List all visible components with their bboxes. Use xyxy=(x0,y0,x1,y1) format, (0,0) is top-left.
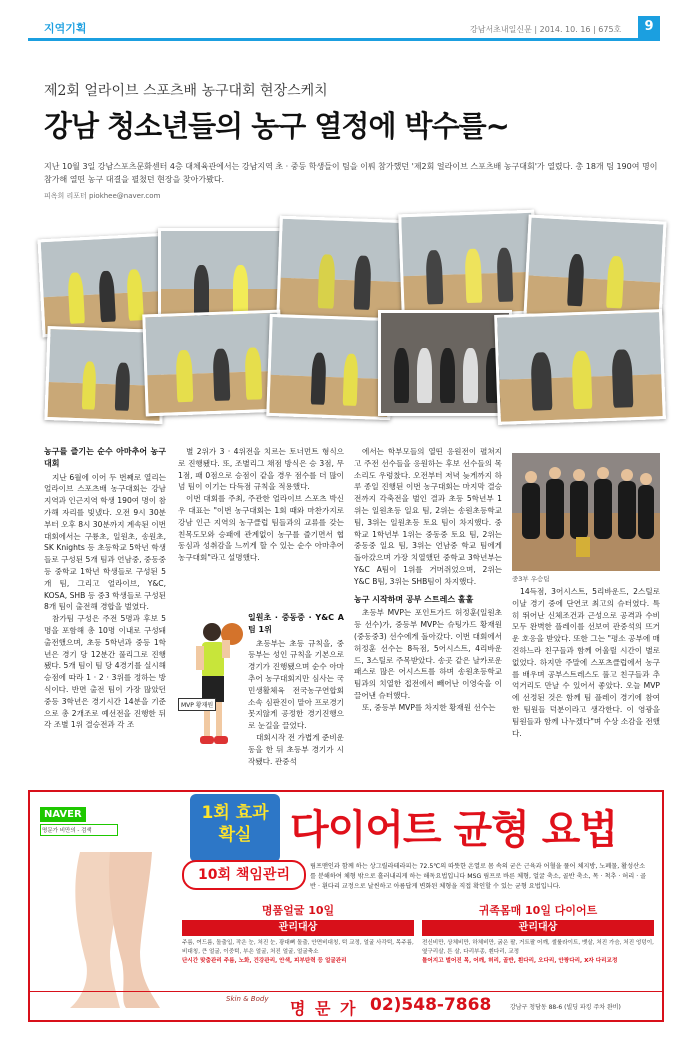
publication-info: 강남서초내일신문 | 2014. 10. 16 | 675호 xyxy=(470,25,622,34)
box-heading: 귀족몸매 10일 다이어트 xyxy=(478,904,598,917)
article-column-2 xyxy=(178,446,344,564)
game-photo xyxy=(142,310,283,417)
box-text xyxy=(422,939,654,966)
box-highlight: 단시간 맞춤관리 주름, 노화, 건강관리, 안색, 피부탄력 등 얼굴관리 xyxy=(182,958,347,964)
game-photo xyxy=(266,314,393,420)
article-lead: 지난 10월 3일 강남스포츠문화센터 4층 대체육관에서는 강남지역 초 · 중등 학생들이 팀을 이뤄 참가했던 '제2회 얼라이브 스포츠배 농구대회'가 열렸다. 총 18개 팀 190여 명이 참가해 열띤 농구 대결을 펼쳤던 현장을 찾아가봤다. xyxy=(44,162,658,184)
section-subhead: 일원초 · 중동중 · Y&C A팀 1위 xyxy=(248,613,344,634)
game-photo xyxy=(276,216,414,325)
game-photo xyxy=(494,309,666,425)
advertisement xyxy=(28,790,664,1022)
article-byline: 피옥희 리포터 piokhee@naver.com xyxy=(44,192,161,200)
box-bar: 관리대상 xyxy=(182,920,414,936)
game-photo xyxy=(398,210,538,319)
article-column-4 xyxy=(512,586,660,739)
article-headline: 강남 청소년들의 농구 열정에 박수를~ xyxy=(44,109,509,143)
brand-name: 명 문 가 xyxy=(290,999,358,1018)
paragraph: 대회시작 전 가볍게 준비운동을 한 뒤 초등부 경기가 시작됐다. 관중석 xyxy=(248,732,344,766)
naver-logo xyxy=(40,802,118,836)
photo-label: MVP 황재원 xyxy=(178,698,216,711)
mvp-player-photo xyxy=(178,612,248,752)
paragraph: 또, 중등부 MVP를 차지한 황재원 선수는 xyxy=(362,702,496,712)
paragraph: 초등부 MVP는 포인트가드 허정훈(일원초등 선수)가, 중등부 MVP는 슈팅가드 황재원(중동중3) 선수에게 돌아갔다. 이번 대회에서 허정훈 선수는 8득점, 5어시스트, 4리바운드, 3스틸로 주목받았다. 송곳 같은 날카로운 패스로 많은 어시스트를 하며 송원초등학교 팀과의 치열한 접전에서 빼어난 이영숙을 이끌어낸 슈터했다. xyxy=(354,608,502,700)
photo-caption: 중3부 우승팀 xyxy=(512,575,550,583)
paragraph: 초등부는 초등 규칙을, 중등부는 성인 규칙을 기본으로 경기가 진행됐으며 순수 아마추어 농구대회지만 심사는 국민생활체육 전국농구연합회 소속 심판진이 맡아 프로경기 못지않게 공정한 경기진행으로 눈길을 끌었다. xyxy=(248,638,344,731)
paragraph: 지난 6월에 이어 두 번째로 열리는 얼라이브 스포츠배 농구대회는 강남지역과 인근지역 학생 190여 명이 참가해 자리를 빛냈다. 오전 9시 30분부터 오후 8시 30분까지 계속된 이번 대회에서는 구룡초, 일원초, 송원초, SK Knights 등 초등학교 5학년 학생들로 구성된 5개 팀과 언남중, 중동중 등 중학교 1학년 학생들로 구성된 5개 팀, 그리고 얼라이브, Y&C, KOSA, SHB 등 중3 학생들로 구성된 8개 팀이 출전해 경합을 벌였다. xyxy=(44,472,167,612)
article-column-3 xyxy=(354,446,502,714)
header-rule xyxy=(28,38,660,41)
address: 강남구 청담동 88-6 (빌딩 파킹 주차 완비) xyxy=(510,1004,621,1011)
paragraph: 이번 대회를 주최, 주관한 얼라이브 스포츠 박신우 대표는 "이번 농구대회는 1회 때와 마찬가지로 강남 인근 지역의 농구클럽 팀들과의 교류를 갖는 친목도모와 승패에 관계없이 농구를 즐기면서 협동심과 성취감을 느끼게 할 수 있는 순수 아마추어 농구대회"라고 설명했다. xyxy=(178,494,344,563)
section-subhead: 농구 시작하며 공부 스트레스 훌훌 xyxy=(354,594,474,604)
ad-description: 림프맨인과 함께 하는 상그릴라테라피는 72.5℃의 따뜻한 온열로 몸 속의 굳은 근육과 어혈을 풀어 체지방, 노폐물, 활성산소를 분해하여 체형 밖으로 흘러내리게 하는 해독요법입니다 MSG 림프로 바른 체형, 얼굴 축소, 골반 축소, 목 · 척추 · 허리 · 골반 · 휜다리 교정으로 날씬하고 아름답게 변화된 체형을 직접 확인할 수 있는 균형 요법입니다. xyxy=(310,863,647,890)
paragraph: 14득점, 3어시스트, 5리바운드, 2스틸로 이날 경기 중에 단연코 최고의 슈터였다. 특히 뛰어난 신체조건과 근성으로 공격과 수비 모두 완벽한 플레이를 선보여 관중석의 뜨거운 호응을 받았다. 또한 그는 "평소 공부에 매진하느라 친구들과 함께 어울릴 시간이 별로 없었다. 하지만 주말에 스포츠클럽에서 농구를 배우며 공부스트레스도 풀고 친구들과 추억거리도 만날 수 있어서 좋았다. 오늘 MVP에 선정된 것은 함께 팀 플레이 경기에 참여한 팀원들 덕분이라고 생각한다. 이 영광을 팀원들과 함께 나누겠다"며 수상 소감을 전했다. xyxy=(512,587,660,738)
photo-collage xyxy=(40,208,660,430)
logo-text: NAVER xyxy=(40,807,86,822)
article-sidebox xyxy=(248,612,344,767)
page-number: 9 xyxy=(638,16,660,38)
winner-team-photo xyxy=(512,453,660,571)
group-photo xyxy=(378,310,512,416)
section-subhead: 농구를 즐기는 순수 아마추어 농구대회 xyxy=(44,447,166,468)
badge-line: 1회 효과 xyxy=(201,803,269,823)
paragraph: 참가팀 구성은 주전 5명과 후보 5명을 포함해 총 10명 이내로 구성돼 출전했으며, 초등 5학년과 중등 1학년은 경기 당 12분간 풀리그로 진행됐다. 5개 팀이 팀 당 4경기를 실시해 승점에 따라 1 · 2 · 3위를 정하는 방식이다. 반면 출전 팀이 가장 많았던 중등 3학년은 경기시간 14분을 기준으로 총 2개조로 예선전을 진행한 뒤 각 조별 1위 결승전과 각 조 xyxy=(44,614,166,730)
box-bar: 관리대상 xyxy=(422,920,654,936)
leg-illustration xyxy=(40,852,180,1012)
box-text-body: 전신비만, 상체비만, 하체비만, 굵은 팔, 거트팔 어깨, 셀룰라이트, 뱃살, 처진 가슴, 처진 엉덩이, 옆구리살, 튼 살, 다리부종, 휜다리, 교정 xyxy=(422,940,654,955)
box-text xyxy=(182,939,414,966)
paragraph: 에서는 학부모들의 열띤 응원전이 펼쳐지고 주전 선수들을 응원하는 후보 선수들의 목소리도 우렁찼다. 오전부터 저녁 늦게까지 하루 종일 진행된 이번 농구대회는 마지막 결승전까지 각축전을 벌인 결과 초등 5학년부 1위는 일원초등 일요 팀, 2위는 송원초등학교 팀, 3위는 일원초등 토요 팀이 차지했다. 중학교 1학년부 1위는 중동중 토요 팀, 2위는 중동중 일요 팀, 3위는 언남중 학교 팀에게 돌아갔으며 가장 치열했던 중학교 3학년부는 Y&C A팀이 1위를 거머쥐었으며, 2위는 Y&C B팀, 3위는 SHB팀이 차지했다. xyxy=(354,447,502,586)
box-highlight: 틀어지고 벌어진 목, 어깨, 허리, 골반, 휜다리, 오다리, 안짱다리, X자 다리교정 xyxy=(422,958,618,964)
face-program-box xyxy=(182,902,414,966)
box-text-body: 주름, 여드름, 돌출입, 작은 눈, 처진 눈, 광대뼈 돌출, 안면비대칭, 턱 교정, 얼굴 사각턱, 목주름, 비대칭, 큰 얼굴, 이중턱, 부은 얼굴, 처진 얼굴, 얼굴축소 xyxy=(182,940,414,955)
box-heading: 명품얼굴 10일 xyxy=(261,904,335,917)
phone-number: 02)548-7868 xyxy=(370,995,492,1015)
paragraph: 별 2위가 3 · 4위전을 치르는 토너먼트 형식으로 진행됐다. 또, 조별리그 채점 방식은 승 3점, 무 1점, 패 0점으로 승점이 같을 경우 점수를 더 많이 넘 팀이 이기는 다득점 규칙을 적용했다. xyxy=(178,447,344,492)
brand-subtitle: Skin & Body xyxy=(226,995,269,1003)
ad-footer xyxy=(30,991,662,1020)
effect-badge xyxy=(190,794,280,862)
article-column-1 xyxy=(44,446,166,731)
section-label: 지역기획 xyxy=(44,22,87,35)
article-kicker: 제2회 얼라이브 스포츠배 농구대회 현장스케치 xyxy=(44,83,328,99)
body-program-box xyxy=(422,902,654,966)
game-photo xyxy=(523,214,666,323)
managed-badge: 10회 책임관리 xyxy=(182,860,306,890)
ad-title: 다이어트 균형 요법 xyxy=(290,807,617,853)
logo-subtext: 명문가 비만의 - 검색 xyxy=(40,824,118,836)
badge-line: 확실 xyxy=(218,825,252,845)
